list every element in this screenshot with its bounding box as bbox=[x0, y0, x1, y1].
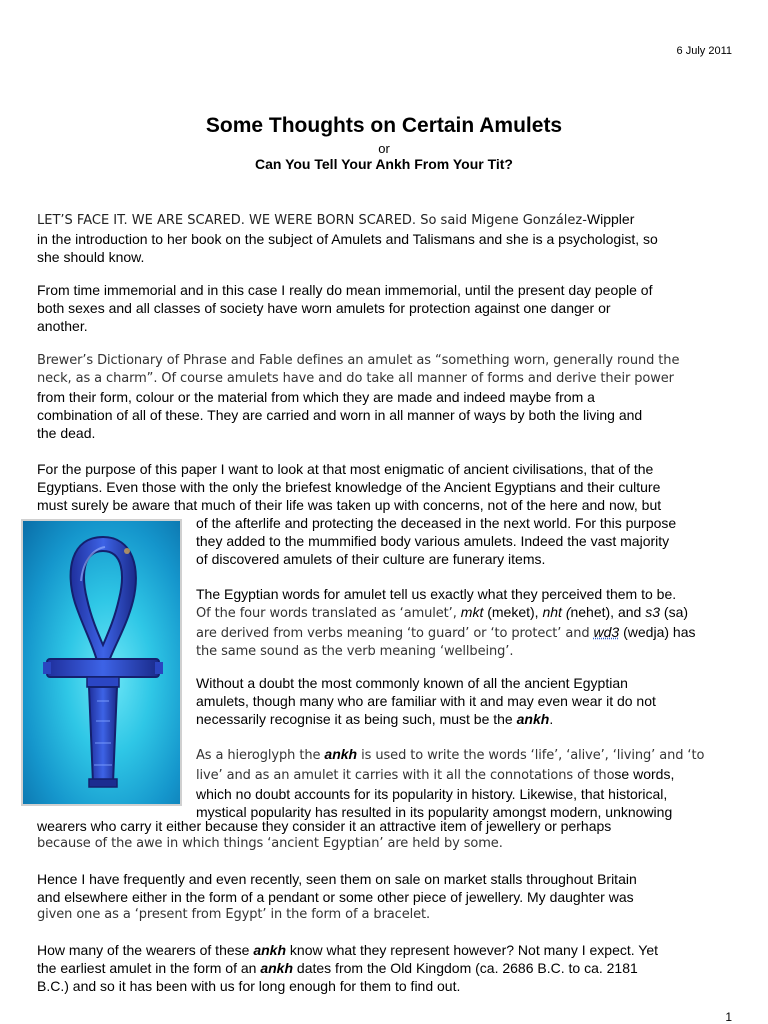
para-text: se words, bbox=[614, 766, 675, 782]
page-number: 1 bbox=[725, 1010, 732, 1024]
para-line: Egyptians. Even those with the only the briefest knowledge of the Ancient Egyptians and their culture bbox=[37, 479, 661, 495]
para-text: s3 bbox=[645, 604, 661, 620]
date: 6 July 2011 bbox=[676, 45, 732, 57]
para-line: mystical popularity has resulted in its popularity amongst modern, unknowing bbox=[196, 804, 673, 820]
para-line: must surely be aware that much of their life was taken up with concerns, not of the here and now, but bbox=[37, 497, 662, 513]
paragraph-4 bbox=[37, 460, 737, 514]
para-text: ankh bbox=[260, 960, 294, 976]
para-line: combination of all of these. They are carried and worn in all manner of ways by both the living and bbox=[37, 407, 643, 423]
para-text: the earliest amulet in the form of an bbox=[37, 960, 261, 976]
paragraph-8 bbox=[37, 870, 737, 924]
title-or: or bbox=[378, 141, 390, 156]
para-text: is used to write the words ‘life’, ‘alive’, ‘living’ and ‘to bbox=[357, 748, 705, 763]
para-line: the dead. bbox=[37, 425, 96, 441]
paragraph-4-wrapped bbox=[196, 514, 736, 568]
para-line: Without a doubt the most commonly known of all the ancient Egyptian bbox=[196, 675, 628, 691]
para-text: nht ( bbox=[542, 604, 571, 620]
ankh-icon bbox=[23, 521, 180, 804]
para-text: mkt bbox=[460, 604, 484, 620]
para-line: B.C.) and so it has been with us for long enough for them to find out. bbox=[37, 978, 461, 994]
para-line: The Egyptian words for amulet tell us exactly what they perceived them to be. bbox=[196, 586, 677, 602]
para-line: in the introduction to her book on the subject of Amulets and Talismans and she is a psychologist, so bbox=[37, 231, 658, 247]
para-line: of the afterlife and protecting the deceased in the next world. For this purpose bbox=[196, 515, 677, 531]
para-line: the same sound as the verb meaning ‘wellbeing’. bbox=[196, 644, 514, 659]
para-line: given one as a ‘present from Egypt’ in the form of a bracelet. bbox=[37, 907, 431, 922]
para-text: ankh bbox=[324, 746, 358, 762]
para-text: wd3 bbox=[593, 624, 620, 640]
para-line: both sexes and all classes of society have worn amulets for protection against one danger or bbox=[37, 300, 611, 316]
paragraph-9 bbox=[37, 941, 737, 995]
para-line: neck, as a charm”. Of course amulets have and do take all manner of forms and derive their power bbox=[37, 371, 674, 386]
para-text: dates from the Old Kingdom (ca. 2686 B.C. to ca. 2181 bbox=[293, 960, 638, 976]
para-line: From time immemorial and in this case I really do mean immemorial, until the present day people of bbox=[37, 282, 653, 298]
para-text: Of the four words translated as ‘amulet’, bbox=[196, 606, 461, 621]
para-line: For the purpose of this paper I want to look at that most enigmatic of ancient civilisations, that of the bbox=[37, 461, 654, 477]
para-text: nehet), and bbox=[570, 604, 646, 620]
paragraph-6 bbox=[196, 674, 736, 728]
para-line: which no doubt accounts for its popularity in history. Likewise, that historical, bbox=[196, 786, 668, 802]
para-text: LET’S FACE IT. WE ARE SCARED. WE WERE BORN SCARED. So said Migene González- bbox=[37, 213, 587, 228]
para-text: . bbox=[549, 711, 554, 727]
para-line: she should know. bbox=[37, 249, 145, 265]
ankh-image bbox=[21, 519, 182, 806]
document-subtitle: Can You Tell Your Ankh From Your Tit? bbox=[255, 156, 513, 172]
para-line: from their form, colour or the material from which they are made and indeed maybe from a bbox=[37, 389, 595, 405]
para-text: (meket), bbox=[483, 604, 543, 620]
para-text: Wippler bbox=[586, 211, 635, 227]
para-text: are derived from verbs meaning ‘to guard’ or ‘to protect’ and bbox=[196, 626, 594, 641]
para-text: ankh bbox=[253, 942, 287, 958]
para-text: (sa) bbox=[660, 604, 689, 620]
para-text: How many of the wearers of these bbox=[37, 942, 254, 958]
para-line: and elsewhere either in the form of a pendant or some other piece of jewellery. My daughter was bbox=[37, 889, 634, 905]
para-text: ankh bbox=[516, 711, 550, 727]
para-line: of discovered amulets of their culture are funerary items. bbox=[196, 551, 546, 567]
para-line: Hence I have frequently and even recently, seen them on sale on market stalls throughout Britain bbox=[37, 871, 637, 887]
para-text: As a hieroglyph the bbox=[196, 748, 325, 763]
paragraph-2 bbox=[37, 281, 737, 335]
para-line: amulets, though many who are familiar with it and may even wear it do not bbox=[196, 693, 656, 709]
paragraph-1 bbox=[37, 210, 737, 266]
document-title: Some Thoughts on Certain Amulets bbox=[205, 114, 563, 137]
paragraph-7-wide bbox=[37, 817, 737, 853]
para-line: they added to the mummified body various amulets. Indeed the vast majority bbox=[196, 533, 670, 549]
para-text: necessarily recognise it as being such, must be the bbox=[196, 711, 517, 727]
para-text: know what they represent however? Not many I expect. Yet bbox=[286, 942, 658, 958]
paragraph-5 bbox=[196, 585, 736, 661]
paragraph-7 bbox=[196, 745, 736, 821]
para-line: wearers who carry it either because they consider it an attractive item of jewellery or perhaps bbox=[37, 818, 612, 834]
paragraph-3 bbox=[37, 352, 737, 442]
para-line: Brewer’s Dictionary of Phrase and Fable defines an amulet as “something worn, generally round the bbox=[37, 353, 680, 368]
para-text: (wedja) has bbox=[619, 624, 696, 640]
para-line: because of the awe in which things ‘ancient Egyptian’ are held by some. bbox=[37, 836, 503, 851]
para-text: live’ and as an amulet it carries with it all the connotations of tho bbox=[196, 768, 615, 783]
para-line: another. bbox=[37, 318, 88, 334]
